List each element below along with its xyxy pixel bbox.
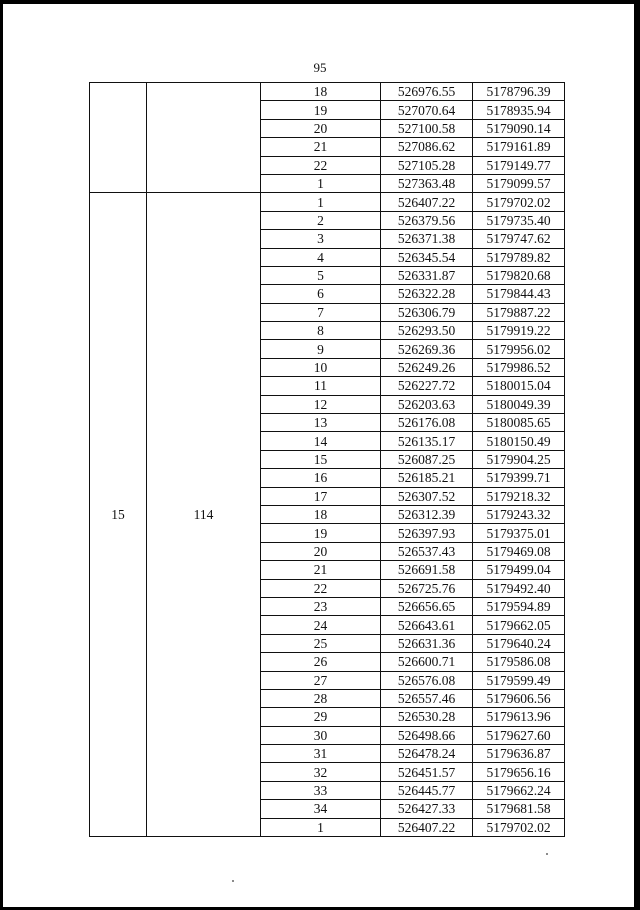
x-coordinate-cell: 526331.87 <box>381 266 473 284</box>
plot-number-cell <box>90 83 147 193</box>
y-coordinate-cell: 5180085.65 <box>473 414 565 432</box>
y-coordinate-cell: 5179375.01 <box>473 524 565 542</box>
y-coordinate-cell: 5179469.08 <box>473 542 565 560</box>
x-coordinate-cell: 526397.93 <box>381 524 473 542</box>
x-coordinate-cell: 526656.65 <box>381 597 473 615</box>
point-number-cell: 28 <box>261 689 381 707</box>
coordinates-table-body <box>90 83 565 837</box>
scan-speck <box>546 853 548 855</box>
x-coordinate-cell: 526725.76 <box>381 579 473 597</box>
x-coordinate-cell: 526407.22 <box>381 193 473 211</box>
point-number-cell: 19 <box>261 101 381 119</box>
y-coordinate-cell: 5179844.43 <box>473 285 565 303</box>
table-row <box>90 193 565 211</box>
point-number-cell: 27 <box>261 671 381 689</box>
table-row <box>90 83 565 101</box>
x-coordinate-cell: 526379.56 <box>381 211 473 229</box>
y-coordinate-cell: 5179887.22 <box>473 303 565 321</box>
x-coordinate-cell: 526976.55 <box>381 83 473 101</box>
x-coordinate-cell: 526643.61 <box>381 616 473 634</box>
x-coordinate-cell: 526176.08 <box>381 414 473 432</box>
y-coordinate-cell: 5179099.57 <box>473 174 565 192</box>
point-number-cell: 31 <box>261 745 381 763</box>
point-number-cell: 30 <box>261 726 381 744</box>
point-number-cell: 1 <box>261 193 381 211</box>
y-coordinate-cell: 5179735.40 <box>473 211 565 229</box>
x-coordinate-cell: 526451.57 <box>381 763 473 781</box>
point-number-cell: 1 <box>261 818 381 836</box>
y-coordinate-cell: 5179656.16 <box>473 763 565 781</box>
x-coordinate-cell: 526306.79 <box>381 303 473 321</box>
page-number: 95 <box>313 60 327 75</box>
point-number-cell: 14 <box>261 432 381 450</box>
y-coordinate-cell: 5179149.77 <box>473 156 565 174</box>
x-coordinate-cell: 526307.52 <box>381 487 473 505</box>
scan-speck <box>232 880 234 882</box>
point-number-cell: 15 <box>261 450 381 468</box>
point-number-cell: 3 <box>261 230 381 248</box>
x-coordinate-cell: 527363.48 <box>381 174 473 192</box>
point-number-cell: 26 <box>261 653 381 671</box>
point-number-cell: 19 <box>261 524 381 542</box>
x-coordinate-cell: 526576.08 <box>381 671 473 689</box>
point-number-cell: 21 <box>261 561 381 579</box>
point-number-cell: 32 <box>261 763 381 781</box>
point-number-cell: 34 <box>261 800 381 818</box>
x-coordinate-cell: 526227.72 <box>381 377 473 395</box>
point-number-cell: 17 <box>261 487 381 505</box>
y-coordinate-cell: 5179492.40 <box>473 579 565 597</box>
point-number-cell: 18 <box>261 83 381 101</box>
x-coordinate-cell: 526185.21 <box>381 469 473 487</box>
point-number-cell: 10 <box>261 358 381 376</box>
point-number-cell: 23 <box>261 597 381 615</box>
point-number-cell: 21 <box>261 138 381 156</box>
x-coordinate-cell: 526407.22 <box>381 818 473 836</box>
y-coordinate-cell: 5179606.56 <box>473 689 565 707</box>
x-coordinate-cell: 526498.66 <box>381 726 473 744</box>
y-coordinate-cell: 5179613.96 <box>473 708 565 726</box>
point-number-cell: 22 <box>261 156 381 174</box>
y-coordinate-cell: 5179599.49 <box>473 671 565 689</box>
scan-edge-left <box>0 0 3 910</box>
y-coordinate-cell: 5179919.22 <box>473 322 565 340</box>
y-coordinate-cell: 5179636.87 <box>473 745 565 763</box>
x-coordinate-cell: 526427.33 <box>381 800 473 818</box>
y-coordinate-cell: 5179789.82 <box>473 248 565 266</box>
x-coordinate-cell: 526445.77 <box>381 781 473 799</box>
point-number-cell: 7 <box>261 303 381 321</box>
y-coordinate-cell: 5180015.04 <box>473 377 565 395</box>
coordinates-table <box>89 82 565 837</box>
y-coordinate-cell: 5179090.14 <box>473 119 565 137</box>
scan-edge-top <box>0 0 640 4</box>
point-number-cell: 24 <box>261 616 381 634</box>
point-number-cell: 13 <box>261 414 381 432</box>
y-coordinate-cell: 5180049.39 <box>473 395 565 413</box>
point-number-cell: 2 <box>261 211 381 229</box>
y-coordinate-cell: 5179161.89 <box>473 138 565 156</box>
x-coordinate-cell: 526269.36 <box>381 340 473 358</box>
point-number-cell: 9 <box>261 340 381 358</box>
x-coordinate-cell: 527100.58 <box>381 119 473 137</box>
x-coordinate-cell: 526322.28 <box>381 285 473 303</box>
y-coordinate-cell: 5179594.89 <box>473 597 565 615</box>
x-coordinate-cell: 526249.26 <box>381 358 473 376</box>
x-coordinate-cell: 526478.24 <box>381 745 473 763</box>
x-coordinate-cell: 526371.38 <box>381 230 473 248</box>
y-coordinate-cell: 5179702.02 <box>473 818 565 836</box>
y-coordinate-cell: 5179399.71 <box>473 469 565 487</box>
y-coordinate-cell: 5179499.04 <box>473 561 565 579</box>
point-number-cell: 4 <box>261 248 381 266</box>
x-coordinate-cell: 526530.28 <box>381 708 473 726</box>
y-coordinate-cell: 5179747.62 <box>473 230 565 248</box>
point-number-cell: 20 <box>261 119 381 137</box>
x-coordinate-cell: 526087.25 <box>381 450 473 468</box>
x-coordinate-cell: 526691.58 <box>381 561 473 579</box>
point-number-cell: 5 <box>261 266 381 284</box>
y-coordinate-cell: 5180150.49 <box>473 432 565 450</box>
y-coordinate-cell: 5178935.94 <box>473 101 565 119</box>
x-coordinate-cell: 526293.50 <box>381 322 473 340</box>
y-coordinate-cell: 5179956.02 <box>473 340 565 358</box>
x-coordinate-cell: 527105.28 <box>381 156 473 174</box>
x-coordinate-cell: 526203.63 <box>381 395 473 413</box>
point-number-cell: 33 <box>261 781 381 799</box>
plot-number-cell: 15 <box>90 193 147 837</box>
y-coordinate-cell: 5179986.52 <box>473 358 565 376</box>
y-coordinate-cell: 5179904.25 <box>473 450 565 468</box>
point-number-cell: 22 <box>261 579 381 597</box>
point-number-cell: 1 <box>261 174 381 192</box>
scan-edge-right <box>634 0 640 910</box>
y-coordinate-cell: 5179662.24 <box>473 781 565 799</box>
y-coordinate-cell: 5179681.58 <box>473 800 565 818</box>
point-number-cell: 8 <box>261 322 381 340</box>
y-coordinate-cell: 5179640.24 <box>473 634 565 652</box>
point-number-cell: 25 <box>261 634 381 652</box>
x-coordinate-cell: 526600.71 <box>381 653 473 671</box>
x-coordinate-cell: 527070.64 <box>381 101 473 119</box>
x-coordinate-cell: 526135.17 <box>381 432 473 450</box>
point-number-cell: 20 <box>261 542 381 560</box>
parcel-number-cell <box>147 83 261 193</box>
y-coordinate-cell: 5179586.08 <box>473 653 565 671</box>
y-coordinate-cell: 5179627.60 <box>473 726 565 744</box>
y-coordinate-cell: 5179702.02 <box>473 193 565 211</box>
y-coordinate-cell: 5179218.32 <box>473 487 565 505</box>
y-coordinate-cell: 5178796.39 <box>473 83 565 101</box>
point-number-cell: 12 <box>261 395 381 413</box>
x-coordinate-cell: 526631.36 <box>381 634 473 652</box>
point-number-cell: 18 <box>261 505 381 523</box>
x-coordinate-cell: 527086.62 <box>381 138 473 156</box>
x-coordinate-cell: 526537.43 <box>381 542 473 560</box>
y-coordinate-cell: 5179243.32 <box>473 505 565 523</box>
point-number-cell: 16 <box>261 469 381 487</box>
y-coordinate-cell: 5179662.05 <box>473 616 565 634</box>
x-coordinate-cell: 526345.54 <box>381 248 473 266</box>
x-coordinate-cell: 526557.46 <box>381 689 473 707</box>
point-number-cell: 29 <box>261 708 381 726</box>
parcel-number-cell: 114 <box>147 193 261 837</box>
y-coordinate-cell: 5179820.68 <box>473 266 565 284</box>
x-coordinate-cell: 526312.39 <box>381 505 473 523</box>
point-number-cell: 11 <box>261 377 381 395</box>
point-number-cell: 6 <box>261 285 381 303</box>
